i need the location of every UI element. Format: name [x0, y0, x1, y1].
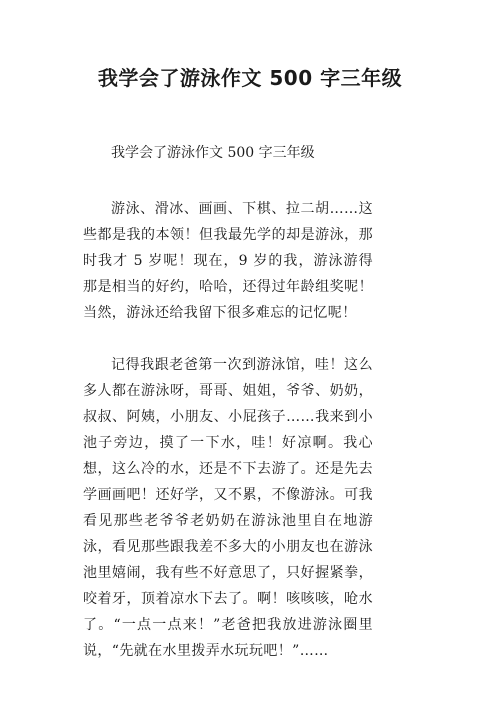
document-body — [83, 140, 373, 690]
paragraph-1: 游泳、滑冰、画画、下棋、拉二胡……这些都是我的本领！但我最先学的却是游泳，那时我才 5 岁呢！现在，9 岁的我，游泳游得那是相当的好约，哈哈，还得过年龄组奖呢！当然，游泳还给我留下很多难忘的记忆呢！ — [83, 201, 373, 321]
essay-heading: 我学会了游泳作文 500 字三年级 — [111, 145, 315, 161]
document-title: 我学会了游泳作文 500 字三年级 — [97, 66, 403, 90]
paragraph-2: 记得我跟老爸第一次到游泳馆，哇！这么多人都在游泳呀，哥哥、姐姐，爷爷、奶奶，叔叔、阿姨，小朋友、小屁孩子……我来到小池子旁边，摸了一下水，哇！好凉啊。我心想，这么冷的水，还是不下去游了。还是先去学画画吧！还好学，又不累，不像游泳。可我看见那些老爷爷老奶奶在游泳池里自在地游泳，看见那些跟我差不多大的小朋友也在游泳池里嬉闹，我有些不好意思了，只好握紧拳，咬着牙，顶着凉水下去了。啊！咳咳咳，呛水了。“一点一点来！”老爸把我放进游泳圈里说，“先就在水里拨弄水玩玩吧！”…… — [83, 357, 373, 659]
